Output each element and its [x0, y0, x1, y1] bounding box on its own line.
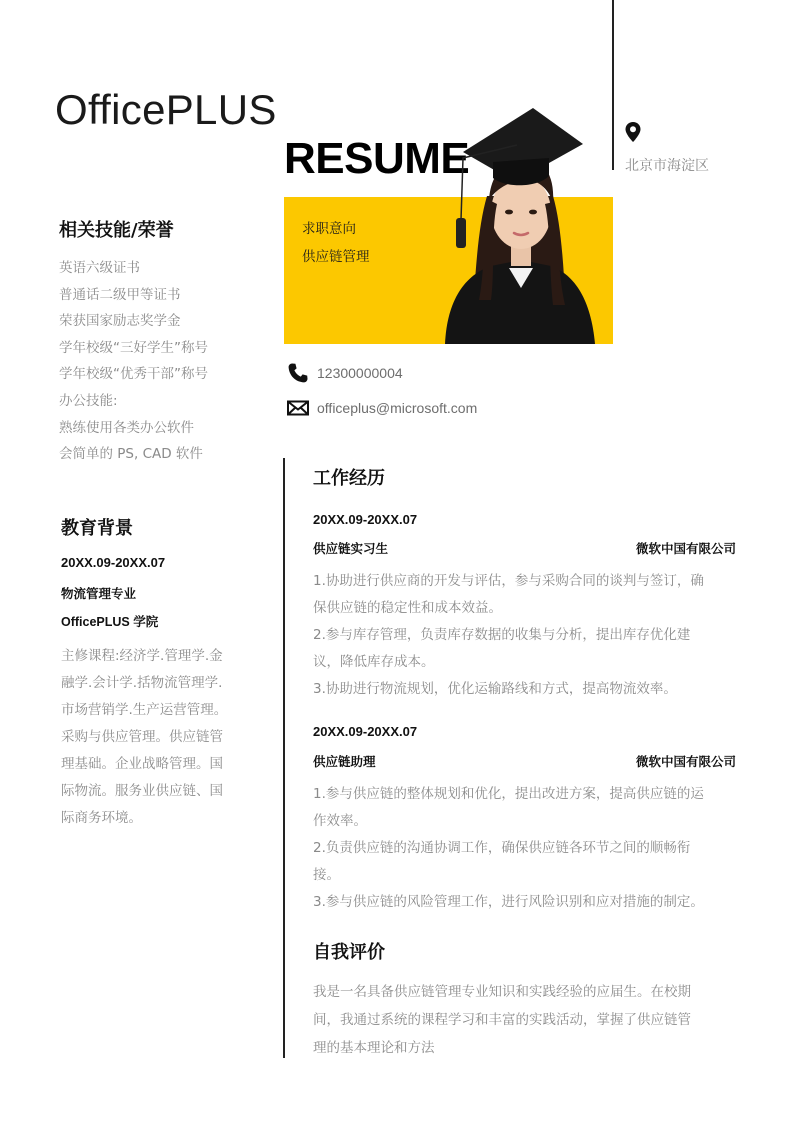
course-line: 市场营销学.生产运营管理。 — [61, 702, 228, 718]
email-address: officeplus@microsoft.com — [317, 400, 478, 416]
job-2-description — [313, 781, 743, 916]
course-line: 理基础。企业战略管理。国 — [61, 756, 223, 772]
list-item: 会简单的 PS, CAD 软件 — [59, 446, 203, 463]
description-line: 1.协助进行供应商的开发与评估，参与采购合同的谈判与签订，确 — [313, 573, 704, 589]
job-2-company: 微软中国有限公司 — [635, 754, 736, 769]
resume-title: RESUME — [284, 134, 470, 183]
list-item: 英语六级证书 — [59, 260, 140, 276]
profile-photo — [425, 100, 613, 344]
description-line: 2.参与库存管理，负责库存数据的收集与分析，提出库存优化建 — [313, 627, 691, 643]
skills-list — [59, 255, 208, 468]
course-line: 融学.会计学.括物流管理学. — [61, 675, 223, 691]
course-line: 际商务环境。 — [61, 810, 142, 826]
list-item: 普通话二级甲等证书 — [59, 286, 181, 303]
description-line: 作效率。 — [313, 813, 367, 829]
description-line: 接。 — [313, 867, 340, 883]
job-2-header — [313, 752, 736, 770]
phone-number: 12300000004 — [317, 365, 403, 381]
list-item: 熟练使用各类办公软件 — [59, 419, 194, 436]
email-row — [287, 397, 477, 419]
main-divider-line — [283, 458, 285, 1058]
description-line: 议，降低库存成本。 — [313, 654, 435, 670]
education-courses — [61, 643, 251, 832]
evaluation-line: 我是一名具备供应链管理专业知识和实践经验的应届生。在校期 — [313, 984, 691, 1000]
description-line: 3.协助进行物流规划，优化运输路线和方式，提高物流效率。 — [313, 681, 677, 697]
course-line: 际物流。服务业供应链、国 — [61, 783, 223, 799]
education-school: OfficePLUS 学院 — [61, 615, 159, 629]
education-date: 20XX.09-20XX.07 — [61, 555, 166, 570]
job-1-date: 20XX.09-20XX.07 — [313, 512, 418, 527]
phone-icon — [287, 362, 309, 384]
self-evaluation-title: 自我评价 — [313, 942, 385, 963]
phone-row — [287, 362, 403, 384]
description-line: 3.参与供应链的风险管理工作，进行风险识别和应对措施的制定。 — [313, 894, 704, 910]
description-line: 保供应链的稳定性和成本效益。 — [313, 600, 502, 616]
description-line: 2.负责供应链的沟通协调工作，确保供应链各环节之间的顺畅衔 — [313, 840, 691, 856]
education-title: 教育背景 — [61, 518, 133, 539]
email-icon — [287, 397, 309, 419]
brand-logo-text: OfficePLUS — [55, 86, 277, 133]
job-1-header — [313, 539, 736, 557]
job-1-company: 微软中国有限公司 — [635, 541, 736, 556]
description-line: 1.参与供应链的整体规划和优化，提出改进方案，提高供应链的运 — [313, 786, 704, 802]
list-item: 学年校级“优秀干部”称号 — [59, 366, 208, 383]
education-major: 物流管理专业 — [61, 586, 137, 601]
intent-label: 求职意向 — [302, 221, 356, 237]
list-item: 办公技能: — [59, 392, 118, 409]
location-pin-icon — [625, 122, 641, 142]
skills-title: 相关技能/荣誉 — [59, 220, 174, 241]
course-line: 采购与供应管理。供应链管 — [61, 729, 223, 745]
work-title: 工作经历 — [313, 468, 385, 489]
job-2-date: 20XX.09-20XX.07 — [313, 724, 418, 739]
course-line: 主修课程:经济学.管理学.金 — [61, 648, 223, 664]
evaluation-line: 间，我通过系统的课程学习和丰富的实践活动，掌握了供应链管 — [313, 1012, 691, 1028]
intent-value: 供应链管理 — [302, 249, 370, 265]
job-2-position: 供应链助理 — [313, 754, 376, 769]
location-text: 北京市海淀区 — [625, 158, 709, 174]
job-1-position: 供应链实习生 — [313, 541, 389, 556]
evaluation-line: 理的基本理论和方法 — [313, 1040, 435, 1056]
self-evaluation-text — [313, 978, 743, 1062]
list-item: 荣获国家励志奖学金 — [59, 313, 181, 330]
list-item: 学年校级“三好学生”称号 — [59, 339, 208, 356]
job-1-description — [313, 568, 743, 703]
